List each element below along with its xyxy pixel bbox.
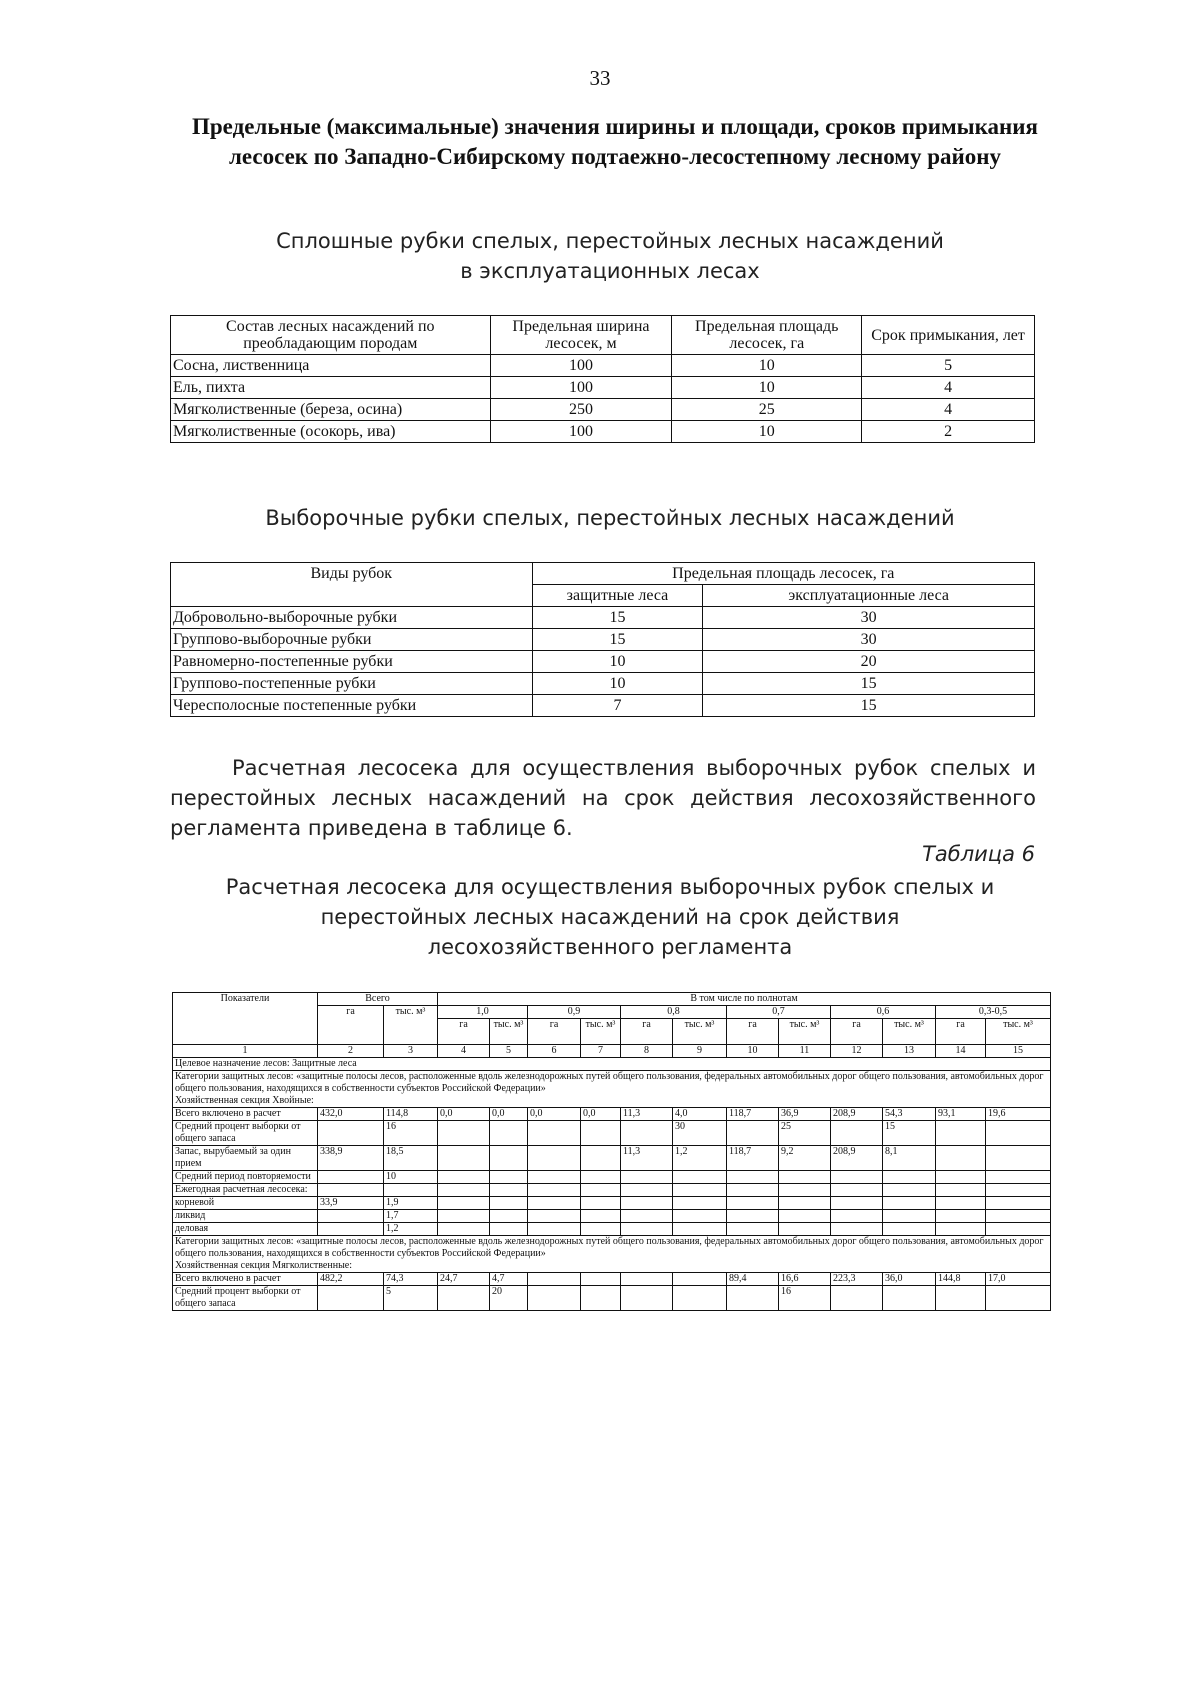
- value-cell: [490, 1197, 528, 1210]
- column-number: 12: [831, 1045, 883, 1058]
- value-cell: [581, 1210, 621, 1223]
- value-cell: [831, 1210, 883, 1223]
- table-row: [173, 1197, 1051, 1210]
- header-unit-ha: га: [831, 1019, 883, 1045]
- header-cell: Состав лесных насаждений по преобладающим породам: [171, 316, 491, 355]
- value-cell: 4: [862, 399, 1035, 421]
- estimated-cutting-area-table: [172, 992, 1051, 1311]
- value-cell: 10: [672, 377, 862, 399]
- value-cell: 36,0: [883, 1273, 936, 1286]
- category-cell: [173, 1236, 1051, 1273]
- value-cell: [438, 1223, 490, 1236]
- value-cell: [727, 1121, 779, 1146]
- value-cell: [528, 1146, 581, 1171]
- column-number: 3: [384, 1045, 438, 1058]
- header-cell: защитные леса: [532, 585, 703, 607]
- row-label: Средний процент выборки от общего запаса: [173, 1286, 318, 1311]
- header-unit-m3: тыс. м³: [779, 1019, 831, 1045]
- row-label: Группово-постепенные рубки: [171, 673, 533, 695]
- column-number: 10: [727, 1045, 779, 1058]
- row-label: деловая: [173, 1223, 318, 1236]
- section-row: [173, 1236, 1051, 1273]
- value-cell: 10: [532, 673, 703, 695]
- value-cell: 0,0: [581, 1108, 621, 1121]
- value-cell: 0,0: [490, 1108, 528, 1121]
- section-text: Хозяйственная секция Хвойные:: [175, 1095, 314, 1106]
- table-row: [171, 377, 1035, 399]
- value-cell: 25: [779, 1121, 831, 1146]
- value-cell: [490, 1171, 528, 1184]
- value-cell: [673, 1171, 727, 1184]
- column-number: 13: [883, 1045, 936, 1058]
- header-cell: Срок примыкания, лет: [862, 316, 1035, 355]
- table6-title-line2: перестойных лесных насаждений на срок действия: [320, 905, 900, 929]
- table6-title: [170, 872, 1050, 962]
- row-label: Средний процент выборки от общего запаса: [173, 1121, 318, 1146]
- value-cell: 208,9: [831, 1146, 883, 1171]
- value-cell: 118,7: [727, 1108, 779, 1121]
- value-cell: [883, 1197, 936, 1210]
- value-cell: [528, 1171, 581, 1184]
- value-cell: [621, 1184, 673, 1197]
- value-cell: [831, 1121, 883, 1146]
- value-cell: [779, 1171, 831, 1184]
- row-label: Группово-выборочные рубки: [171, 629, 533, 651]
- table-row: [171, 355, 1035, 377]
- value-cell: [490, 1121, 528, 1146]
- value-cell: [621, 1223, 673, 1236]
- value-cell: 54,3: [883, 1108, 936, 1121]
- header-unit-ha: га: [438, 1019, 490, 1045]
- header-unit-ha: га: [621, 1019, 673, 1045]
- value-cell: [438, 1171, 490, 1184]
- value-cell: 338,9: [318, 1146, 384, 1171]
- value-cell: [779, 1197, 831, 1210]
- value-cell: [490, 1146, 528, 1171]
- value-cell: [318, 1286, 384, 1311]
- value-cell: [621, 1197, 673, 1210]
- value-cell: [831, 1223, 883, 1236]
- header-density: 0,7: [727, 1006, 831, 1019]
- table-header-row: [171, 316, 1035, 355]
- header-unit-m3: тыс. м³: [490, 1019, 528, 1045]
- column-number-row: [173, 1045, 1051, 1058]
- table1-subtitle: [170, 226, 1050, 286]
- value-cell: [727, 1197, 779, 1210]
- value-cell: 10: [672, 355, 862, 377]
- category-text: Категории защитных лесов: «защитные полосы лесов, расположенные вдоль железнодорожных путей общего пользования, федеральных автомобильных дорог общего пользования, автомобильных дорог общего пользования, находящихся в собственности субъектов Российской Федерации»: [175, 1236, 1044, 1259]
- value-cell: [727, 1184, 779, 1197]
- table-row: [171, 651, 1035, 673]
- value-cell: [727, 1286, 779, 1311]
- value-cell: [986, 1223, 1051, 1236]
- table-header-row: [173, 993, 1051, 1006]
- value-cell: 4: [862, 377, 1035, 399]
- value-cell: 9,2: [779, 1146, 831, 1171]
- value-cell: 93,1: [936, 1108, 986, 1121]
- column-number: 8: [621, 1045, 673, 1058]
- row-label: Чересполосные постепенные рубки: [171, 695, 533, 717]
- value-cell: 482,2: [318, 1273, 384, 1286]
- value-cell: [318, 1121, 384, 1146]
- value-cell: 20: [703, 651, 1035, 673]
- value-cell: 100: [490, 355, 672, 377]
- value-cell: [779, 1210, 831, 1223]
- header-density: 1,0: [438, 1006, 528, 1019]
- value-cell: 74,3: [384, 1273, 438, 1286]
- value-cell: [727, 1210, 779, 1223]
- value-cell: [673, 1286, 727, 1311]
- row-label: Всего включено в расчет: [173, 1108, 318, 1121]
- value-cell: 0,0: [528, 1108, 581, 1121]
- value-cell: 15: [703, 673, 1035, 695]
- value-cell: 114,8: [384, 1108, 438, 1121]
- value-cell: [727, 1171, 779, 1184]
- value-cell: 208,9: [831, 1108, 883, 1121]
- value-cell: 11,3: [621, 1108, 673, 1121]
- table-row: [171, 399, 1035, 421]
- value-cell: [581, 1273, 621, 1286]
- value-cell: 4,7: [490, 1273, 528, 1286]
- header-unit-ha: га: [727, 1019, 779, 1045]
- header-unit-ha: га: [318, 1006, 384, 1045]
- value-cell: [673, 1184, 727, 1197]
- page-number: 33: [589, 66, 611, 90]
- header-density: 0,8: [621, 1006, 727, 1019]
- header-cell: Предельная площадь лесосек, га: [532, 563, 1034, 585]
- table-row: [173, 1108, 1051, 1121]
- value-cell: [831, 1171, 883, 1184]
- value-cell: 5: [862, 355, 1035, 377]
- value-cell: [986, 1184, 1051, 1197]
- value-cell: 1,2: [384, 1223, 438, 1236]
- value-cell: [986, 1171, 1051, 1184]
- value-cell: 2: [862, 421, 1035, 443]
- category-cell: [173, 1071, 1051, 1108]
- value-cell: [581, 1223, 621, 1236]
- value-cell: 7: [532, 695, 703, 717]
- value-cell: [936, 1146, 986, 1171]
- value-cell: [528, 1223, 581, 1236]
- value-cell: [673, 1273, 727, 1286]
- value-cell: 17,0: [986, 1273, 1051, 1286]
- value-cell: [621, 1121, 673, 1146]
- value-cell: [986, 1286, 1051, 1311]
- value-cell: [986, 1210, 1051, 1223]
- value-cell: 15: [532, 607, 703, 629]
- column-number: 15: [986, 1045, 1051, 1058]
- value-cell: [936, 1171, 986, 1184]
- value-cell: [621, 1210, 673, 1223]
- value-cell: [581, 1146, 621, 1171]
- value-cell: [883, 1223, 936, 1236]
- value-cell: [936, 1210, 986, 1223]
- header-indicators: Показатели: [173, 993, 318, 1045]
- row-label: Мягколиственные (осокорь, ива): [171, 421, 491, 443]
- value-cell: [936, 1184, 986, 1197]
- row-label: корневой: [173, 1197, 318, 1210]
- value-cell: [581, 1171, 621, 1184]
- table1-subtitle-line2: в эксплуатационных лесах: [460, 259, 760, 283]
- section-text: Хозяйственная секция Мягколиственные:: [175, 1260, 353, 1271]
- table-row: [173, 1184, 1051, 1197]
- value-cell: 1,2: [673, 1146, 727, 1171]
- value-cell: 118,7: [727, 1146, 779, 1171]
- value-cell: 10: [672, 421, 862, 443]
- paragraph-text: Расчетная лесосека для осуществления выборочных рубок спелых и перестойных лесных насаждений на срок действия лесохозяйственного регламента приведена в таблице 6.: [170, 756, 1036, 840]
- value-cell: [883, 1210, 936, 1223]
- value-cell: [831, 1184, 883, 1197]
- selective-cut-limits-table: [170, 562, 1035, 717]
- header-unit-ha: га: [528, 1019, 581, 1045]
- value-cell: 19,6: [986, 1108, 1051, 1121]
- value-cell: [528, 1121, 581, 1146]
- value-cell: [528, 1197, 581, 1210]
- value-cell: [883, 1171, 936, 1184]
- value-cell: 5: [384, 1286, 438, 1311]
- value-cell: [528, 1286, 581, 1311]
- value-cell: [438, 1146, 490, 1171]
- value-cell: [936, 1197, 986, 1210]
- value-cell: [528, 1184, 581, 1197]
- value-cell: [438, 1184, 490, 1197]
- table-row: [171, 673, 1035, 695]
- value-cell: 24,7: [438, 1273, 490, 1286]
- column-number: 4: [438, 1045, 490, 1058]
- value-cell: 0,0: [438, 1108, 490, 1121]
- value-cell: [883, 1184, 936, 1197]
- value-cell: [986, 1121, 1051, 1146]
- value-cell: 15: [703, 695, 1035, 717]
- category-text: Категории защитных лесов: «защитные полосы лесов, расположенные вдоль железнодорожных путей общего пользования, федеральных автомобильных дорог общего пользования, автомобильных дорог общего пользования, находящихся в собственности субъектов Российской Федерации»: [175, 1071, 1044, 1094]
- table-row: [173, 1146, 1051, 1171]
- value-cell: [673, 1210, 727, 1223]
- table-row: [171, 607, 1035, 629]
- header-cell: Виды рубок: [171, 563, 533, 607]
- section-row: [173, 1058, 1051, 1071]
- value-cell: 4,0: [673, 1108, 727, 1121]
- body-paragraph: [170, 753, 1036, 843]
- column-number: 2: [318, 1045, 384, 1058]
- value-cell: [581, 1121, 621, 1146]
- value-cell: 15: [532, 629, 703, 651]
- value-cell: [727, 1223, 779, 1236]
- header-unit-m3: тыс. м³: [986, 1019, 1051, 1045]
- header-density: 0,9: [528, 1006, 621, 1019]
- value-cell: [318, 1171, 384, 1184]
- value-cell: 10: [532, 651, 703, 673]
- value-cell: 33,9: [318, 1197, 384, 1210]
- row-label: Равномерно-постепенные рубки: [171, 651, 533, 673]
- column-number: 7: [581, 1045, 621, 1058]
- header-unit-m3: тыс. м³: [883, 1019, 936, 1045]
- value-cell: [581, 1197, 621, 1210]
- header-unit-ha: га: [936, 1019, 986, 1045]
- value-cell: 25: [672, 399, 862, 421]
- row-label: Мягколиственные (береза, осина): [171, 399, 491, 421]
- table6-title-line3: лесохозяйственного регламента: [427, 935, 793, 959]
- value-cell: [831, 1197, 883, 1210]
- value-cell: 432,0: [318, 1108, 384, 1121]
- value-cell: 11,3: [621, 1146, 673, 1171]
- value-cell: [883, 1286, 936, 1311]
- value-cell: [936, 1121, 986, 1146]
- value-cell: 16,6: [779, 1273, 831, 1286]
- table2-subtitle: Выборочные рубки спелых, перестойных лесных насаждений: [265, 506, 955, 530]
- value-cell: [528, 1210, 581, 1223]
- column-number: 6: [528, 1045, 581, 1058]
- value-cell: 1,7: [384, 1210, 438, 1223]
- column-number: 5: [490, 1045, 528, 1058]
- section-row: [173, 1071, 1051, 1108]
- header-cell: Предельная ширина лесосек, м: [490, 316, 672, 355]
- value-cell: [936, 1286, 986, 1311]
- table-row: [173, 1171, 1051, 1184]
- value-cell: [621, 1273, 673, 1286]
- table1-subtitle-line1: Сплошные рубки спелых, перестойных лесных насаждений: [276, 229, 944, 253]
- value-cell: 15: [883, 1121, 936, 1146]
- value-cell: [936, 1223, 986, 1236]
- row-label: Запас, вырубаемый за один прием: [173, 1146, 318, 1171]
- purpose-cell: Целевое назначение лесов: Защитные леса: [173, 1058, 1051, 1071]
- header-unit-m3: тыс. м³: [581, 1019, 621, 1045]
- table-label: Таблица 6: [922, 842, 1035, 866]
- clear-cut-limits-table: [170, 315, 1035, 443]
- table-header-row: [171, 563, 1035, 585]
- table-row: [173, 1273, 1051, 1286]
- value-cell: [673, 1223, 727, 1236]
- value-cell: [621, 1286, 673, 1311]
- value-cell: 30: [673, 1121, 727, 1146]
- value-cell: [779, 1223, 831, 1236]
- value-cell: [528, 1273, 581, 1286]
- value-cell: [986, 1197, 1051, 1210]
- value-cell: 16: [779, 1286, 831, 1311]
- row-label: Средний период повторяемости: [173, 1171, 318, 1184]
- row-label: Ежегодная расчетная лесосека:: [173, 1184, 318, 1197]
- value-cell: 144,8: [936, 1273, 986, 1286]
- value-cell: [986, 1146, 1051, 1171]
- value-cell: [438, 1197, 490, 1210]
- table-row: [171, 421, 1035, 443]
- table-row: [173, 1223, 1051, 1236]
- value-cell: [831, 1286, 883, 1311]
- page-title: Предельные (максимальные) значения ширины и площади, сроков примыкания лесосек по Западно-Сибирскому подтаежно-лесостепному лесному району: [192, 114, 1038, 169]
- value-cell: [318, 1223, 384, 1236]
- value-cell: [318, 1210, 384, 1223]
- value-cell: 1,9: [384, 1197, 438, 1210]
- value-cell: 223,3: [831, 1273, 883, 1286]
- row-label: Всего включено в расчет: [173, 1273, 318, 1286]
- value-cell: [490, 1210, 528, 1223]
- value-cell: [438, 1210, 490, 1223]
- table-row: [173, 1121, 1051, 1146]
- value-cell: 16: [384, 1121, 438, 1146]
- value-cell: 20: [490, 1286, 528, 1311]
- header-cell: эксплуатационные леса: [703, 585, 1035, 607]
- row-label: Добровольно-выборочные рубки: [171, 607, 533, 629]
- header-density: 0,6: [831, 1006, 936, 1019]
- value-cell: 8,1: [883, 1146, 936, 1171]
- header-by-density: В том числе по полнотам: [438, 993, 1051, 1006]
- header-cell: Предельная площадь лесосек, га: [672, 316, 862, 355]
- column-number: 11: [779, 1045, 831, 1058]
- value-cell: [490, 1184, 528, 1197]
- table-row: [173, 1210, 1051, 1223]
- value-cell: 89,4: [727, 1273, 779, 1286]
- value-cell: 30: [703, 607, 1035, 629]
- table-row: [171, 695, 1035, 717]
- value-cell: [490, 1223, 528, 1236]
- row-label: Ель, пихта: [171, 377, 491, 399]
- header-density: 0,3-0,5: [936, 1006, 1051, 1019]
- value-cell: [318, 1184, 384, 1197]
- value-cell: [581, 1286, 621, 1311]
- value-cell: [438, 1121, 490, 1146]
- value-cell: [673, 1197, 727, 1210]
- value-cell: 10: [384, 1171, 438, 1184]
- value-cell: [621, 1171, 673, 1184]
- value-cell: 100: [490, 377, 672, 399]
- table-row: [171, 629, 1035, 651]
- row-label: Сосна, лиственница: [171, 355, 491, 377]
- value-cell: [581, 1184, 621, 1197]
- row-label: ликвид: [173, 1210, 318, 1223]
- header-unit-m3: тыс. м³: [673, 1019, 727, 1045]
- table6-title-line1: Расчетная лесосека для осуществления выборочных рубок спелых и: [225, 875, 995, 899]
- value-cell: 100: [490, 421, 672, 443]
- value-cell: 30: [703, 629, 1035, 651]
- value-cell: [779, 1184, 831, 1197]
- header-unit-m3: тыс. м³: [384, 1006, 438, 1045]
- table-row: [173, 1286, 1051, 1311]
- value-cell: 36,9: [779, 1108, 831, 1121]
- value-cell: 18,5: [384, 1146, 438, 1171]
- column-number: 1: [173, 1045, 318, 1058]
- column-number: 14: [936, 1045, 986, 1058]
- value-cell: [438, 1286, 490, 1311]
- value-cell: 250: [490, 399, 672, 421]
- column-number: 9: [673, 1045, 727, 1058]
- value-cell: [384, 1184, 438, 1197]
- header-total: Всего: [318, 993, 438, 1006]
